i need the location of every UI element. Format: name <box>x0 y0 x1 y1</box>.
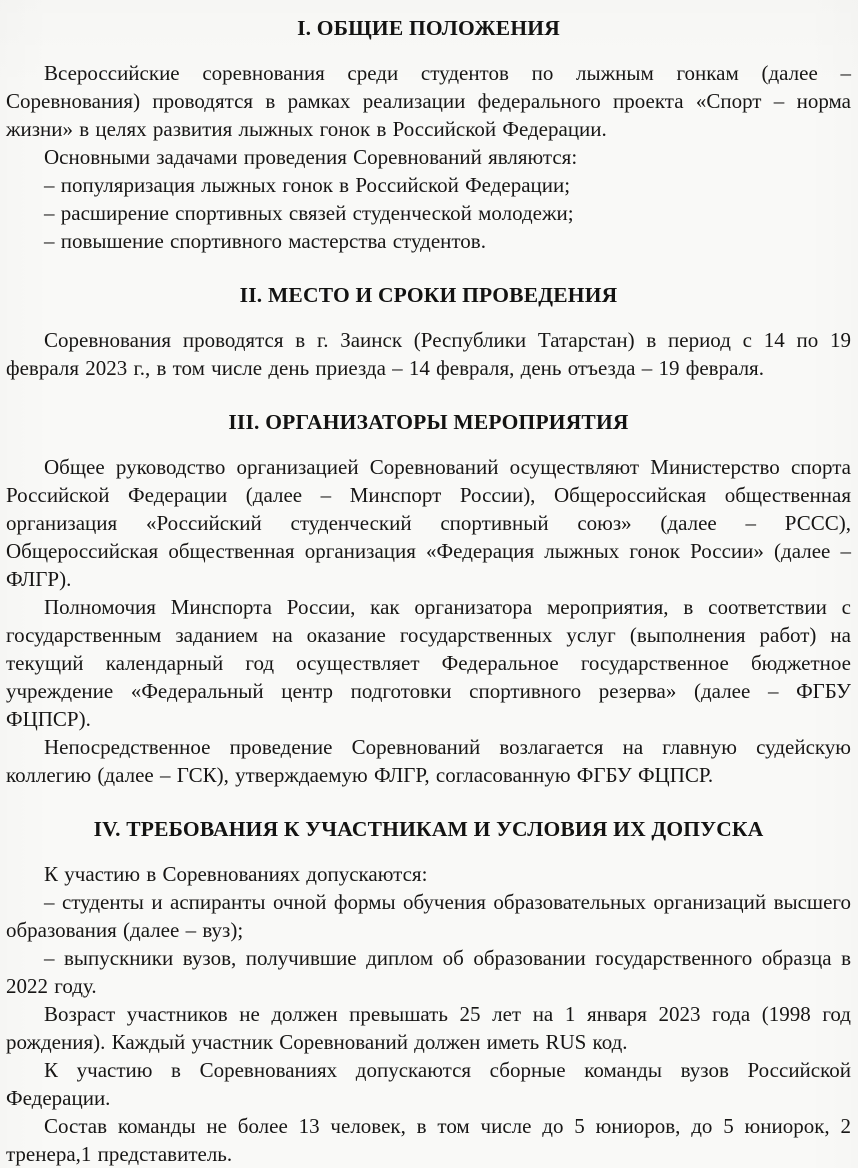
list-item: – популяризация лыжных гонок в Российской Федерации; <box>44 173 571 197</box>
section-general-provisions <box>6 14 851 255</box>
section-participant-requirements <box>6 815 851 1168</box>
paragraph: Всероссийские соревнования среди студентов по лыжным гонкам (далее – Соревнования) проводятся в рамках реализации федерального проекта «Спорт – норма жизни» в целях развития лыжных гонок в Российской Федерации. <box>6 61 851 141</box>
section-organizers <box>6 408 851 789</box>
section-place-and-dates <box>6 281 851 382</box>
paragraph: К участию в Соревнованиях допускаются сборные команды вузов Российской Федерации. <box>6 1058 851 1110</box>
section-heading-1: I. ОБЩИЕ ПОЛОЖЕНИЯ <box>297 16 560 40</box>
paragraph: К участию в Соревнованиях допускаются: <box>44 862 428 886</box>
paragraph: Возраст участников не должен превышать 25 лет на 1 января 2023 года (1998 год рождения). Каждый участник Соревнований должен иметь RUS код. <box>6 1002 851 1054</box>
list-item: – расширение спортивных связей студенческой молодежи; <box>44 201 574 225</box>
paragraph: Соревнования проводятся в г. Заинск (Республики Татарстан) в период с 14 по 19 февраля 2023 г., в том числе день приезда – 14 февраля, день отъезда – 19 февраля. <box>6 328 851 380</box>
list-item: – студенты и аспиранты очной формы обучения образовательных организаций высшего образования (далее – вуз); <box>6 890 851 942</box>
list-item: – выпускники вузов, получившие диплом об образовании государственного образца в 2022 году. <box>6 946 851 998</box>
section-heading-3: III. ОРГАНИЗАТОРЫ МЕРОПРИЯТИЯ <box>228 410 629 434</box>
paragraph: Полномочия Минспорта России, как организатора мероприятия, в соответствии с государственным заданием на оказание государственных услуг (выполнения работ) на текущий календарный год осуществляет Федеральное государственное бюджетное учреждение «Федеральный центр подготовки спортивного резерва» (далее – ФГБУ ФЦПСР). <box>6 595 851 731</box>
paragraph: Основными задачами проведения Соревнований являются: <box>44 145 578 169</box>
paragraph: Непосредственное проведение Соревнований возлагается на главную судейскую коллегию (далее – ГСК), утверждаемую ФЛГР, согласованную ФГБУ ФЦПСР. <box>6 735 851 787</box>
section-heading-2: II. МЕСТО И СРОКИ ПРОВЕДЕНИЯ <box>239 283 618 307</box>
section-heading-4: IV. ТРЕБОВАНИЯ К УЧАСТНИКАМ И УСЛОВИЯ ИХ ДОПУСКА <box>93 817 764 841</box>
list-item: – повышение спортивного мастерства студентов. <box>44 229 486 253</box>
paragraph: Общее руководство организацией Соревнований осуществляют Министерство спорта Российской Федерации (далее – Минспорт России), Общероссийская общественная организация «Российский студенческий спортивный союз» (далее – РССС), Общероссийская общественная организация «Федерация лыжных гонок России» (далее – ФЛГР). <box>6 455 851 591</box>
paragraph: Состав команды не более 13 человек, в том числе до 5 юниоров, до 5 юниорок, 2 тренера,1 представитель. <box>6 1114 851 1166</box>
